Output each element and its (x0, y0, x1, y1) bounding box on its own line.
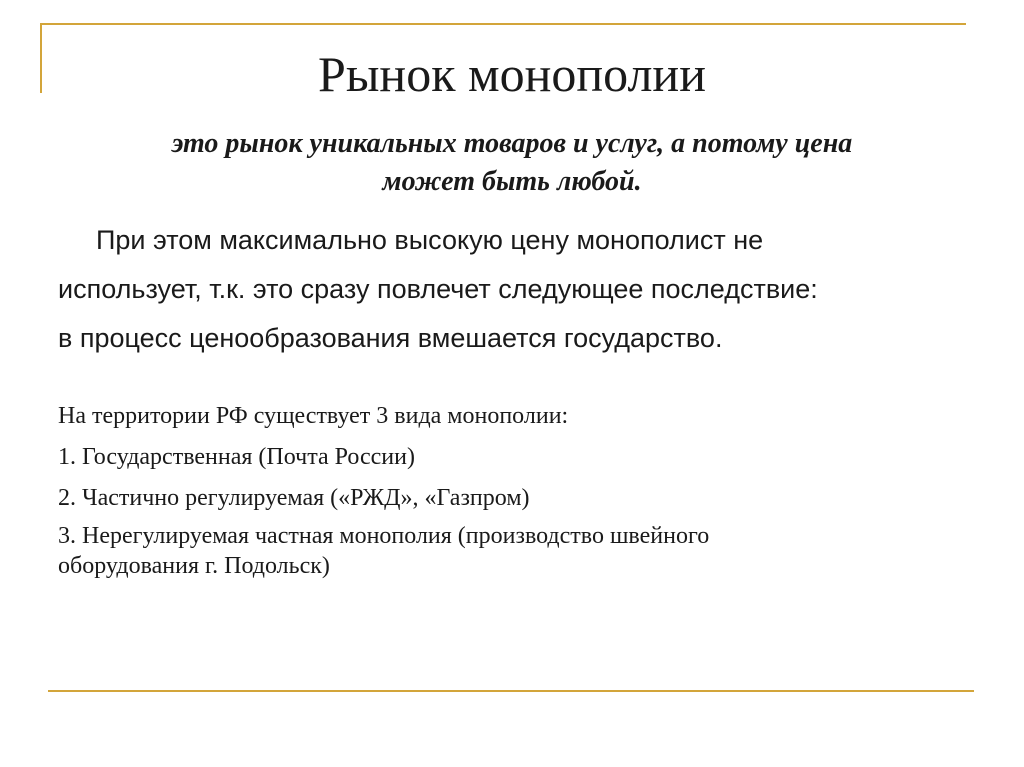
list-item-3-line-2: оборудования г. Подольск) (58, 553, 330, 579)
paragraph-line-2: использует, т.к. это сразу повлечет следующее последствие: (58, 274, 818, 304)
list-item-3-line-1: 3. Нерегулируемая частная монополия (производство швейного (58, 523, 710, 549)
subtitle-line-1: это рынок уникальных товаров и услуг, а потому цена (171, 128, 853, 159)
list-item: 1. Государственная (Почта России) (58, 444, 415, 470)
list-item (58, 521, 958, 581)
list-intro: На территории РФ существует 3 вида монополии: (58, 403, 569, 429)
slide-title: Рынок монополии (318, 46, 706, 102)
paragraph-line-3: в процесс ценообразования вмешается государство. (58, 323, 723, 353)
top-accent-rule (40, 23, 966, 25)
paragraph-line-1: При этом максимально высокую цену монополист не (96, 225, 764, 255)
body-paragraph (58, 216, 988, 363)
slide-subtitle (60, 125, 964, 201)
subtitle-line-2: может быть любой. (382, 166, 642, 197)
monopoly-types-list (58, 398, 958, 586)
bottom-accent-rule (48, 690, 974, 692)
list-item: 2. Частично регулируемая («РЖД», «Газпром) (58, 485, 530, 511)
